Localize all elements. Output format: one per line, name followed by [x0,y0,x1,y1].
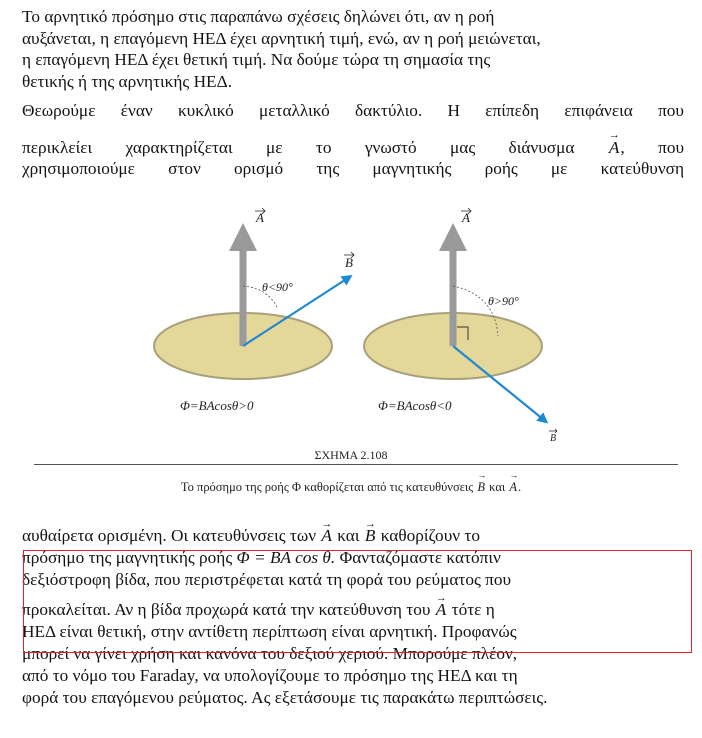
figure-label: ΣΧΗΜΑ 2.108 [314,448,388,462]
text-segment: καθορίζουν το [380,526,480,545]
vector-a-label-right: A [462,210,470,225]
angle-label-left: θ<90° [262,280,293,294]
figure-2-108 [0,195,702,445]
formula-right: Φ=BAcosθ<0 [378,398,452,413]
text-segment: και [337,526,360,545]
text-line: φορά του επαγόμενου ρεύματος. Ας εξετάσουμε τις παρακάτω περιπτώσεις. [22,688,548,707]
caption-text: . [518,480,522,494]
caption-vector-b: → B [476,480,486,495]
text-segment: αυθαίρετα ορισμένη. Οι κατευθύνσεις των [22,526,317,545]
paragraph-2 [22,100,684,179]
text-line: αυξάνεται, η επαγόμενη ΗΕΔ έχει αρνητική τιμή, ενώ, αν η ροή μειώνεται, [22,28,541,48]
highlight-box [23,550,692,653]
text-line: θετικής ή της αρνητικής ΗΕΔ. [22,71,233,91]
vector-a-symbol: → A [608,137,621,158]
vector-b-symbol: → B [364,525,377,547]
caption-vector-a: → A [508,480,518,495]
left-diagram [154,208,354,413]
vector-b-label-right: B [550,433,557,444]
text-segment: πρόσημο της μαγνητικής ροής [22,548,233,567]
caption-text: και [489,480,506,494]
right-diagram [364,208,557,444]
text-segment: περικλείει χαρακτηρίζεται με το γνωστό μας διάνυσμα [22,138,575,157]
flux-equation: Φ = BA cos θ. [236,548,336,567]
text-line: μπορεί να γίνει χρήση και κανόνα του δεξιού χεριού. Μπορούμε πλέον, [22,644,518,663]
text-segment: , που [620,138,685,157]
text-line: Θεωρούμε έναν κυκλικό μεταλλικό δακτύλιο. Η επίπεδη επιφάνεια που [22,101,684,120]
text-segment: προκαλείται. Αν η βίδα προχωρά κατά την κατεύθυνση του [22,600,431,619]
text-line: δεξιόστροφη βίδα, που περιστρέφεται κατά τη φορά του ρεύματος που [22,570,512,589]
vector-b-label-left: B [345,255,353,270]
text-segment: Φανταζόμαστε κατόπιν [339,548,501,567]
angle-label-right: θ>90° [488,294,519,308]
vector-a-symbol: → A [320,525,333,547]
text-line: η επαγόμενη ΗΕΔ έχει θετική τιμή. Να δούμε τώρα τη σημασία της [22,50,491,69]
vector-a-symbol: → A [435,599,448,621]
text-line: χρησιμοποιούμε στον ορισμό της μαγνητικής ροής με κατεύθυνση [22,159,684,178]
text-segment: τότε η [451,600,495,619]
figure-divider [34,464,678,465]
text-line [22,525,684,547]
vector-a-label-left: A [256,210,264,225]
paragraph-1 [22,6,684,92]
text-line: από το νόμο του Faraday, να υπολογίζουμε το πρόσημο της ΗΕΔ και τη [22,666,518,685]
formula-left: Φ=BAcosθ>0 [180,398,254,413]
figure-caption [0,480,702,495]
caption-text: Το πρόσημο της ροής Φ καθορίζεται από τις κατευθύνσεις [180,480,474,494]
text-line [22,137,684,158]
text-line: ΗΕΔ είναι θετική, στην αντίθετη περίπτωση είναι αρνητική. Προφανώς [22,622,517,641]
text-line: Το αρνητικό πρόσημο στις παραπάνω σχέσεις δηλώνει ότι, αν η ροή [22,7,495,26]
